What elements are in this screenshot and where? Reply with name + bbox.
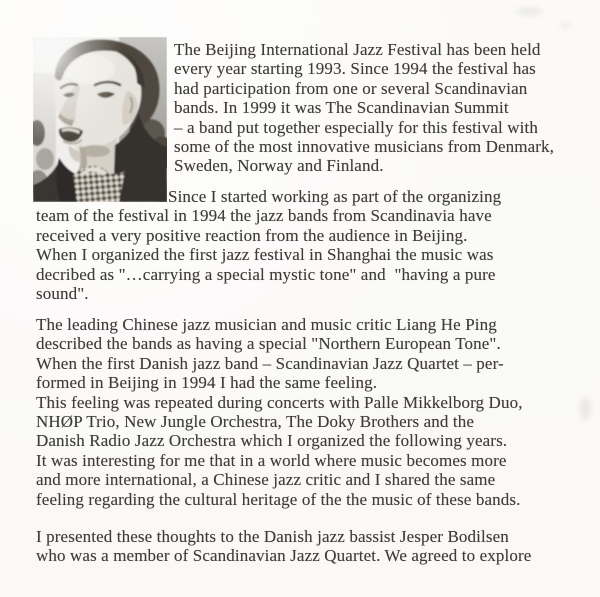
text-line: This feeling was repeated during concerts with Palle Mikkelborg Duo, bbox=[36, 392, 523, 412]
text-line: decribed as "…carrying a special mystic tone" and "having a pure bbox=[36, 264, 496, 284]
text-line: every year starting 1993. Since 1994 the festival has bbox=[174, 59, 536, 79]
text-line: team of the festival in 1994 the jazz bands from Scandinavia have bbox=[36, 206, 492, 226]
text-line: Since I started working as part of the organizing bbox=[168, 187, 502, 206]
text-line: sound". bbox=[36, 284, 89, 304]
text-line: some of the most innovative musicians from Denmark, bbox=[174, 137, 555, 157]
text-line: received a very positive reaction from the audience in Beijing. bbox=[36, 225, 468, 245]
scan-smudge bbox=[516, 7, 542, 16]
text-line: The leading Chinese jazz musician and music critic Liang He Ping bbox=[36, 315, 497, 334]
paragraph-jesper-bodilsen bbox=[36, 527, 594, 566]
paragraph-festival-intro bbox=[174, 40, 589, 176]
text-line: bands. In 1999 it was The Scandinavian Summit bbox=[174, 98, 509, 118]
text-line: described the bands as having a special "Northern European Tone". bbox=[36, 334, 501, 354]
text-line: When the first Danish jazz band – Scandinavian Jazz Quartet – per- bbox=[36, 353, 504, 373]
text-line: formed in Beijing in 1994 I had the same feeling. bbox=[36, 373, 378, 393]
scan-smudge bbox=[560, 22, 570, 29]
text-line: who was a member of Scandinavian Jazz Quartet. We agreed to explore bbox=[36, 546, 532, 566]
text-line: It was interesting for me that in a world where music becomes more bbox=[36, 450, 507, 470]
text-line: When I organized the first jazz festival in Shanghai the music was bbox=[36, 245, 494, 265]
text-line: and more international, a Chinese jazz critic and I shared the same bbox=[36, 470, 496, 490]
text-line: feeling regarding the cultural heritage of the the music of these bands. bbox=[36, 489, 521, 509]
text-line: – a band put together especially for this festival with bbox=[174, 117, 538, 137]
portrait-photo-illustration bbox=[33, 37, 167, 202]
text-line: The Beijing International Jazz Festival has been held bbox=[174, 40, 541, 59]
text-line: Danish Radio Jazz Orchestra which I organized the following years. bbox=[36, 431, 508, 451]
text-line: had participation from one or several Scandinavian bbox=[174, 78, 528, 98]
text-line: NHØP Trio, New Jungle Orchestra, The Doky Brothers and the bbox=[36, 412, 475, 432]
text-line: Sweden, Norway and Finland. bbox=[174, 156, 384, 176]
text-line: I presented these thoughts to the Danish jazz bassist Jesper Bodilsen bbox=[36, 527, 509, 546]
paragraph-chinese-critic bbox=[36, 315, 594, 509]
paragraph-organizing-team bbox=[36, 187, 591, 303]
portrait-photo bbox=[33, 37, 167, 202]
